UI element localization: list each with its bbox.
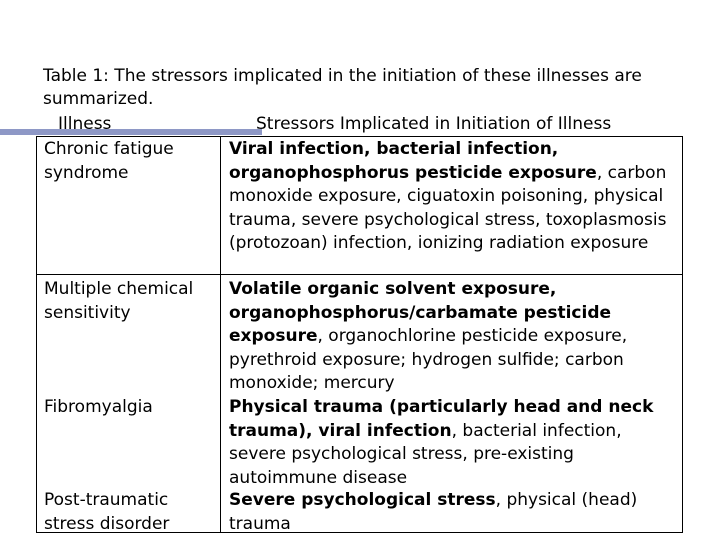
- primary-stressors: Volatile organic solvent exposure, organophosphorus/carbamate pesticide exposure: [229, 279, 612, 346]
- illness-cell-fibromyalgia: Fibromyalgia: [44, 397, 153, 417]
- stressors-cell-ptsd: [229, 489, 681, 536]
- other-stressors: , physical (head) trauma: [229, 490, 638, 534]
- table-caption: Table 1: The stressors implicated in the initiation of these illnesses are summarized.: [43, 66, 642, 109]
- illness-cell-chronic-fatigue: Chronic fatigue syndrome: [44, 139, 174, 183]
- other-stressors: , bacterial infection, severe psychological stress, pre-existing autoimmune disease: [229, 420, 622, 488]
- other-stressors: , carbon monoxide exposure, ciguatoxin poisoning, physical trauma, severe psychological stress, toxoplasmosis (protozoan) infection, ionizing radiation exposure: [229, 162, 667, 253]
- illness-cell-multiple-chemical-sensitivity: Multiple chemical sensitivity: [44, 279, 194, 323]
- primary-stressors: Viral infection, bacterial infection, organophosphorus pesticide exposure: [229, 139, 597, 183]
- stressors-cell-fibromyalgia: [229, 396, 681, 490]
- other-stressors: , organochlorine pesticide exposure, pyrethroid exposure; hydrogen sulfide; carbon monoxide; mercury: [229, 326, 628, 393]
- accent-bar: [0, 129, 262, 135]
- illness-cell-ptsd: Post-traumatic stress disorder: [44, 490, 170, 534]
- primary-stressors: Physical trauma (particularly head and neck trauma), viral infection: [229, 397, 654, 441]
- column-header-stressors: Stressors Implicated in Initiation of Illness: [256, 114, 612, 134]
- row-divider: [36, 274, 683, 275]
- stressors-cell-multiple-chemical-sensitivity: [229, 278, 681, 396]
- column-header-illness: Illness: [58, 114, 112, 134]
- primary-stressors: Severe psychological stress: [229, 490, 496, 510]
- column-divider: [220, 136, 221, 533]
- stressors-cell-chronic-fatigue: [229, 138, 681, 256]
